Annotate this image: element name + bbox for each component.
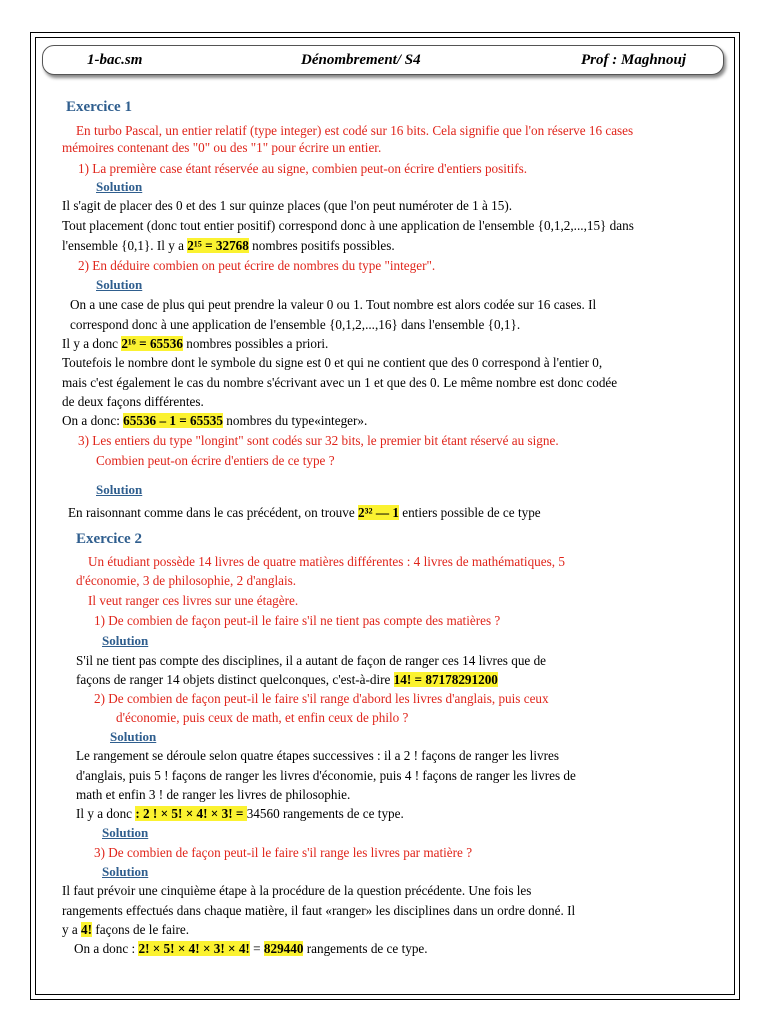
header-title: Dénombrement/ S4 — [301, 52, 421, 68]
ex2-s2-line-3: math et enfin 3 ! de ranger les livres de philosophie. — [76, 787, 351, 802]
ex1-question-2: 2) En déduire combien on peut écrire de nombres du type "integer". — [78, 258, 436, 273]
ex2-intro-line-2: d'économie, 3 de philosophie, 2 d'anglais. — [76, 573, 297, 588]
ex2-s3-line-2: rangements effectués dans chaque matière, il faut «ranger» les disciplines dans un ordre donné. Il — [62, 903, 576, 918]
ex2-intro-line-3: Il veut ranger ces livres sur une étagère. — [88, 593, 299, 608]
ex2-s2-formula-highlight: : 2 ! × 5! × 4! × 3! = — [135, 806, 247, 821]
ex1-intro-line-2: mémoires contenant des "0" ou des "1" pour écrire un entier. — [62, 140, 382, 155]
ex1-s2-line-3-end: nombres possibles a priori. — [182, 336, 329, 351]
ex2-s3-factorial-highlight: 4! — [81, 922, 93, 937]
ex1-s1-line-1: Il s'agit de placer des 0 et des 1 sur quinze places (que l'on peut numéroter de 1 à 15). — [62, 198, 513, 213]
ex2-s1-line-2 — [76, 671, 498, 688]
ex2-s1-line-1: S'il ne tient pas compte des disciplines, il a autant de façon de ranger ces 14 livres que de — [76, 653, 547, 668]
ex2-intro-line-1: Un étudiant possède 14 livres de quatre matières différentes : 4 livres de mathématiques, 5 — [88, 554, 565, 569]
ex1-s1-line-3-end: nombres positifs possibles. — [248, 238, 395, 253]
ex1-question-3-line-1: 3) Les entiers du type "longint" sont codés sur 32 bits, le premier bit étant réservé au signe. — [78, 433, 559, 448]
ex2-s3-line-4-end: rangements de ce type. — [303, 941, 428, 956]
ex1-solution-2-label: Solution — [96, 277, 143, 292]
ex1-s3-result-highlight: 2³² — 1 — [358, 505, 399, 520]
ex1-s3-line-1-end: entiers possible de ce type — [398, 505, 541, 520]
ex1-s1-result-highlight: 2¹⁵ = 32768 — [187, 238, 249, 253]
ex2-s2-line-2: d'anglais, puis 5 ! façons de ranger les livres d'économie, puis 4 ! façons de ranger les livres de — [76, 768, 576, 783]
ex1-s2-final-highlight: 65536 – 1 = 65535 — [123, 413, 223, 428]
ex2-solution-1-label: Solution — [102, 633, 149, 648]
ex1-s2-line-3-text: Il y a donc — [62, 336, 122, 351]
ex2-question-1: 1) De combien de façon peut-il le faire s'il ne tient pas compte des matières ? — [94, 613, 501, 628]
ex2-s3-line-3-end: façons de le faire. — [92, 922, 190, 937]
ex2-solution-2b-label: Solution — [102, 825, 149, 840]
ex2-question-2-line-1: 2) De combien de façon peut-il le faire s'il range d'abord les livres d'anglais, puis ceux — [94, 691, 549, 706]
ex2-s1-result-highlight: 14! = 87178291200 — [393, 672, 498, 687]
ex1-solution-1-label: Solution — [96, 179, 143, 194]
ex1-s2-line-7-end: nombres du type«integer». — [223, 413, 368, 428]
header-class: 1-bac.sm — [87, 52, 143, 68]
header-author: Prof : Maghnouj — [581, 52, 687, 68]
ex1-s2-line-5: mais c'est également le cas du nombre s'écrivant avec un 1 et que des 0. Le même nombre est donc codée — [62, 375, 618, 390]
ex2-s1-line-2-text: façons de ranger 14 objets distinct quelconques, c'est-à-dire — [76, 672, 394, 687]
ex2-s2-line-4 — [76, 805, 404, 822]
ex1-s1-line-2: Tout placement (donc tout entier positif) correspond donc à une application de l'ensemble {0,1,2,...,15} dans — [62, 218, 634, 233]
ex2-s2-line-4-text: Il y a donc — [76, 806, 136, 821]
ex2-question-3: 3) De combien de façon peut-il le faire s'il range les livres par matière ? — [94, 845, 473, 860]
ex1-s2-line-3 — [62, 335, 328, 352]
ex2-solution-3-label: Solution — [102, 864, 149, 879]
ex1-s2-line-2: correspond donc à une application de l'ensemble {0,1,2,...,16} dans l'ensemble {0,1}. — [70, 317, 521, 332]
ex2-solution-2-label: Solution — [110, 729, 157, 744]
ex1-s2-line-7 — [62, 412, 367, 429]
ex2-s2-line-4-end: 34560 rangements de ce type. — [246, 806, 404, 821]
ex2-s3-line-3-text: y a — [62, 922, 82, 937]
ex1-intro-line-1: En turbo Pascal, un entier relatif (type integer) est codé sur 16 bits. Cela signifie que l'on réserve 16 cases — [76, 123, 634, 138]
header-banner — [42, 45, 724, 75]
ex2-s3-line-3 — [62, 921, 189, 938]
ex2-s3-line-1: Il faut prévoir une cinquième étape à la procédure de la question précédente. Une fois les — [62, 883, 532, 898]
ex1-s1-line-3 — [62, 237, 395, 254]
ex2-s3-formula-highlight: 2! × 5! × 4! × 3! × 4! — [138, 941, 250, 956]
ex1-s2-line-1: On a une case de plus qui peut prendre la valeur 0 ou 1. Tout nombre est alors codée sur 16 cases. Il — [70, 297, 597, 312]
exercise-1-title: Exercice 1 — [66, 99, 132, 115]
ex1-s1-line-3-text: l'ensemble {0,1}. Il y a — [62, 238, 188, 253]
ex1-s2-line-7-text: On a donc: — [62, 413, 124, 428]
ex1-s2-result-highlight: 2¹⁶ = 65536 — [121, 336, 183, 351]
ex1-s3-line-1 — [68, 504, 541, 521]
ex2-question-2-line-2: d'économie, puis ceux de math, et enfin ceux de philo ? — [116, 710, 409, 725]
ex1-question-3-line-2: Combien peut-on écrire d'entiers de ce type ? — [96, 453, 335, 468]
ex2-s3-line-4-text: On a donc : — [74, 941, 139, 956]
exercise-2-title: Exercice 2 — [76, 531, 142, 547]
ex2-s3-equals: = — [249, 941, 264, 956]
ex1-solution-3-label: Solution — [96, 482, 143, 497]
ex1-s2-line-6: de deux façons différentes. — [62, 394, 204, 409]
ex1-s3-line-1-text: En raisonnant comme dans le cas précédent, on trouve — [68, 505, 359, 520]
ex2-s2-line-1: Le rangement se déroule selon quatre étapes successives : il a 2 ! façons de ranger les livres — [76, 748, 559, 763]
ex2-s3-line-4 — [74, 940, 428, 957]
ex2-s3-result-highlight: 829440 — [263, 941, 304, 956]
ex1-question-1: 1) La première case étant réservée au signe, combien peut-on écrire d'entiers positifs. — [78, 161, 528, 176]
ex1-s2-line-4: Toutefois le nombre dont le symbole du signe est 0 et qui ne contient que des 0 correspond à l'entier 0, — [62, 355, 603, 370]
